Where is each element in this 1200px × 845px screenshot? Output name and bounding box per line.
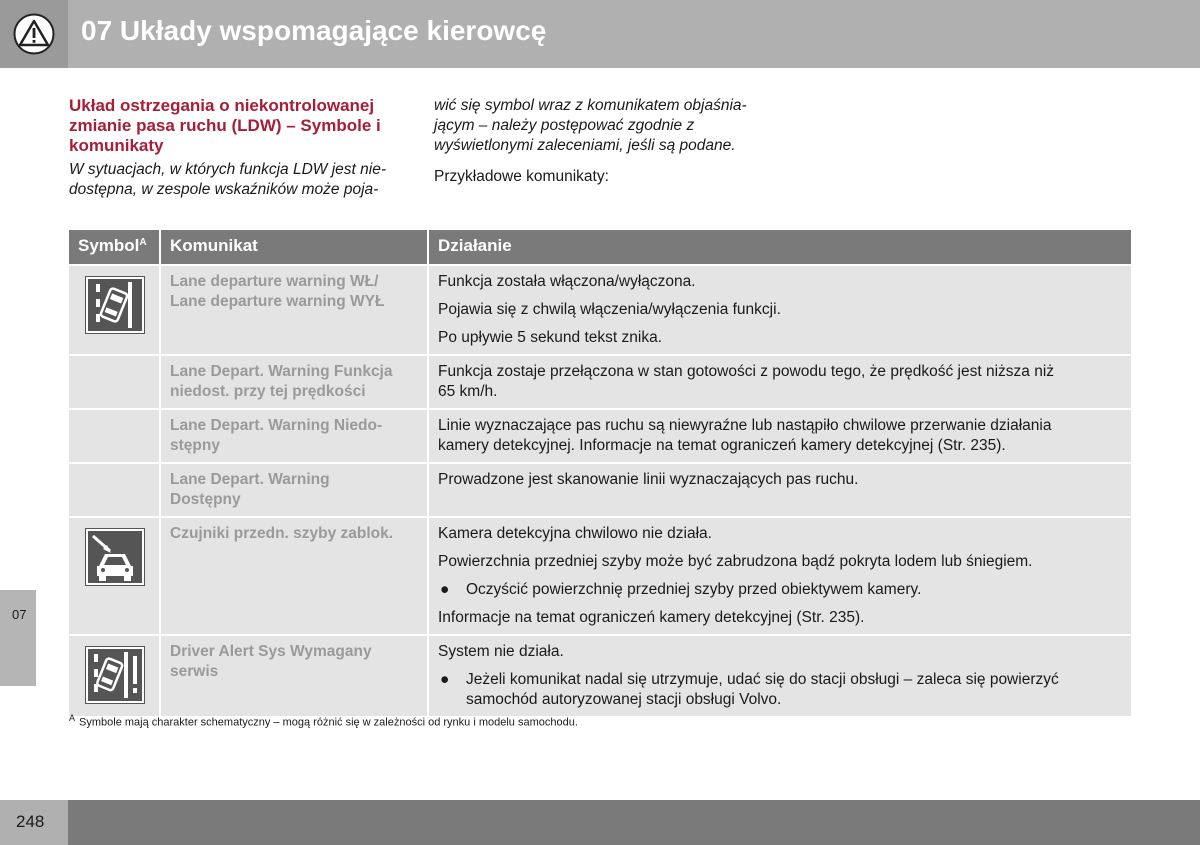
chapter-side-tab [0, 590, 36, 686]
intro-text-column-2 [434, 96, 794, 156]
action-line: Powierzchnia przedniej szyby może być zabrudzona bądź pokryta lodem lub śniegiem. [438, 553, 1033, 570]
message-line: Czujniki przedn. szyby zablok. [170, 525, 394, 542]
action-line: samochód autoryzowanej stacji obsługi Volvo. [466, 691, 782, 708]
action-text [438, 362, 1122, 402]
header-symbol-label: Symbol [78, 236, 140, 255]
message-cell [161, 518, 429, 634]
table-row [69, 408, 1131, 462]
header-symbol-footnote-marker: A [139, 237, 147, 248]
section-heading [69, 96, 405, 156]
message-cell [161, 636, 429, 716]
action-line: Prowadzone jest skanowanie linii wyznaczających pas ruchu. [438, 471, 859, 488]
action-line: Funkcja zostaje przełączona w stan gotowości z powodu tego, że prędkość jest niższa niż [438, 363, 1055, 380]
message-cell [161, 410, 429, 462]
lane-departure-icon [85, 276, 145, 334]
footer-bar [68, 800, 1200, 845]
action-text [438, 416, 1122, 456]
section-heading-line: komunikaty [69, 136, 164, 155]
action-line: Po upływie 5 sekund tekst znika. [438, 329, 663, 346]
message-cell [161, 356, 429, 408]
examples-label: Przykładowe komunikaty: [434, 168, 609, 185]
action-cell [429, 464, 1131, 516]
table-row [69, 516, 1131, 634]
bullet-text [466, 670, 1059, 710]
action-line: Kamera detekcyjna chwilowo nie działa. [438, 525, 712, 542]
warning-triangle-icon [13, 13, 55, 55]
action-line: kamery detekcyjnej. Informacje na temat ograniczeń kamery detekcyjnej (Str. 235). [438, 437, 1006, 454]
bullet-item [438, 580, 1122, 600]
action-cell [429, 356, 1131, 408]
table-header-row [69, 230, 1131, 264]
message-line: stępny [170, 437, 220, 454]
camera-blocked-icon [85, 528, 145, 586]
table-row [69, 634, 1131, 716]
action-line: Pojawia się z chwilą włączenia/wyłączenia funkcji. [438, 301, 781, 318]
footnote-marker: A [69, 713, 76, 723]
intro-line: dostępna, w zespole wskaźników może poja- [69, 181, 379, 198]
bullet-text [466, 580, 921, 600]
page-number: 248 [16, 812, 45, 831]
action-cell [429, 266, 1131, 354]
action-cell [429, 410, 1131, 462]
message-line: Driver Alert Sys Wymagany [170, 643, 372, 660]
message-line: Lane departure warning WŁ/ [170, 273, 379, 290]
message-line: Dostępny [170, 491, 241, 508]
symbol-cell [69, 266, 161, 354]
intro-line: jącym – należy postępować zgodnie z [434, 117, 695, 134]
messages-table [69, 230, 1131, 716]
footnote [69, 713, 578, 729]
footer-page-box [0, 800, 68, 845]
message-cell [161, 266, 429, 354]
action-line: Linie wyznaczające pas ruchu są niewyraźne lub nastąpiło chwilowe przerwanie działania [438, 417, 1052, 434]
header-icon-box [0, 0, 68, 68]
symbol-cell [69, 636, 161, 716]
header-action: Działanie [438, 236, 512, 255]
bullet-item [438, 670, 1122, 710]
symbol-cell [69, 356, 161, 408]
message-line: Lane Depart. Warning Funkcja [170, 363, 393, 380]
section-heading-line: zmianie pasa ruchu (LDW) – Symbole i [69, 116, 381, 135]
bullet-icon: ● [440, 581, 450, 598]
table-row [69, 462, 1131, 516]
action-line: 65 km/h. [438, 383, 498, 400]
table-row [69, 354, 1131, 408]
message-line: serwis [170, 663, 219, 680]
action-line: System nie działa. [438, 643, 564, 660]
symbol-cell [69, 464, 161, 516]
action-cell [429, 518, 1131, 634]
footnote-text: Symbole mają charakter schematyczny – mogą różnić się w zależności od rynku i modelu samochodu. [79, 716, 578, 729]
page-title: 07 Układy wspomagające kierowcę [81, 15, 547, 46]
intro-text-column-1 [69, 160, 409, 200]
symbol-cell [69, 518, 161, 634]
action-line: Funkcja została włączona/wyłączona. [438, 273, 696, 290]
intro-line: W sytuacjach, w których funkcja LDW jest nie- [69, 161, 386, 178]
bullet-icon: ● [440, 671, 450, 688]
action-line: Jeżeli komunikat nadal się utrzymuje, udać się do stacji obsługi – zaleca się powierzyć [466, 671, 1059, 688]
intro-line: wić się symbol wraz z komunikatem objaśnia- [434, 97, 747, 114]
intro-line: wyświetlonymi zaleceniami, jeśli są podane. [434, 137, 736, 154]
message-line: Lane departure warning WYŁ [170, 293, 385, 310]
action-line: Oczyścić powierzchnię przedniej szyby przed obiektywem kamery. [466, 581, 922, 598]
lane-departure-service-icon [85, 646, 145, 704]
message-line: Lane Depart. Warning Niedo- [170, 417, 383, 434]
action-line: Informacje na temat ograniczeń kamery detekcyjnej (Str. 235). [438, 609, 865, 626]
symbol-cell [69, 410, 161, 462]
message-cell [161, 464, 429, 516]
section-heading-line: Układ ostrzegania o niekontrolowanej [69, 96, 375, 115]
action-cell [429, 636, 1131, 716]
chapter-number: 07 [12, 607, 27, 622]
table-row [69, 264, 1131, 354]
message-line: Lane Depart. Warning [170, 471, 330, 488]
message-line: niedost. przy tej prędkości [170, 383, 366, 400]
header-message: Komunikat [161, 230, 429, 264]
header-symbol [69, 230, 161, 264]
header-bar [68, 0, 1200, 68]
